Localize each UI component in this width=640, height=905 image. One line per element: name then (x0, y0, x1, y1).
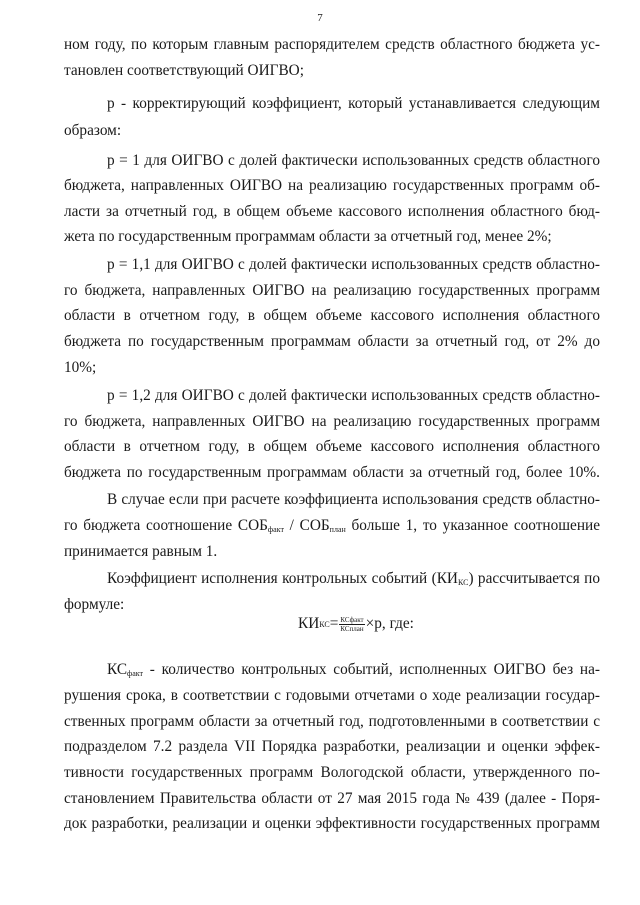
text-line: жета по государственным программам области за отчетный год, менее 2%; (64, 228, 552, 245)
text-line: тивности государственных программ Вологодской области, утвержденного по- (64, 764, 600, 781)
text-line: ном году, по которым главным распорядителем средств областного бюджета ус- (64, 36, 600, 53)
text-line: рушения срока, в соответствии с годовыми отчетами о ходе реализации государ- (64, 687, 600, 704)
text-line: ственных программ области за отчетный год, подготовленными в соответствии с (64, 713, 600, 730)
text-line: Коэффициент исполнения контрольных событий $(КИ_{КС})$ рассчитывается по (107, 570, 600, 587)
text-line: р = 1 для ОИГВО с долей фактически использованных средств областного (107, 152, 600, 169)
text-line: го бюджета, направленных ОИГВО на реализацию государственных программ (64, 413, 600, 430)
ki-formula: КИ КС = $\frac{\text{КСфакт}}{\text{КСплан}}$ ×р, где: (298, 615, 414, 633)
text-line: р = 1,1 для ОИГВО с долей фактически использованных средств областно- (107, 256, 600, 273)
text-line: образом: (64, 122, 122, 139)
text-line: тановлен соответствующий ОИГВО; (64, 62, 304, 79)
text-line: бюджета, направленных ОИГВО на реализацию государственных программ об- (64, 177, 600, 194)
text-line: области в отчетном году, в общем объеме кассового исполнения областного (64, 307, 600, 324)
fraction-numerator: КСфакт (340, 615, 364, 624)
text-line: го бюджета, направленных ОИГВО на реализацию государственных программ (64, 282, 600, 299)
text-line: формуле: (64, 596, 125, 613)
fraction-denominator: КСплан (340, 624, 364, 633)
text-line: бюджета по государственным программам области за отчетный год, более 10%. (64, 464, 600, 481)
text-line: док разработки, реализации и оценки эффективности государственных программ (64, 815, 600, 832)
text-line: принимается равным 1. (64, 543, 218, 560)
text-line: го бюджета соотношение $СОБ_{факт} / СОБ_{план}$ больше 1, то указанное соотношение (64, 517, 601, 534)
formula-fraction (339, 616, 364, 633)
text-line: области в отчетном году, в общем объеме кассового исполнения областного (64, 438, 600, 455)
text-line: $КС_{факт}$ - количество контрольных событий, исполненных ОИГВО без на- (107, 661, 600, 678)
text-line: р - корректирующий коэффициент, который устанавливается следующим (107, 95, 600, 112)
text-line: становлением Правительства области от 27 мая 2015 года № 439 (далее - Поря- (64, 790, 600, 807)
text-line: бюджета по государственным программам области за отчетный год, от 2% до (64, 333, 600, 350)
page-number: 7 (317, 12, 323, 24)
text-line: р = 1,2 для ОИГВО с долей фактически использованных средств областно- (107, 387, 600, 404)
text-line: В случае если при расчете коэффициента использования средств областно- (107, 491, 600, 508)
text-line: ласти за отчетный год, в общем объеме кассового исполнения областного бюд- (64, 203, 600, 220)
text-line: подразделом 7.2 раздела VII Порядка разработки, реализации и оценки эффек- (64, 738, 600, 755)
text-line: 10%; (64, 359, 97, 376)
